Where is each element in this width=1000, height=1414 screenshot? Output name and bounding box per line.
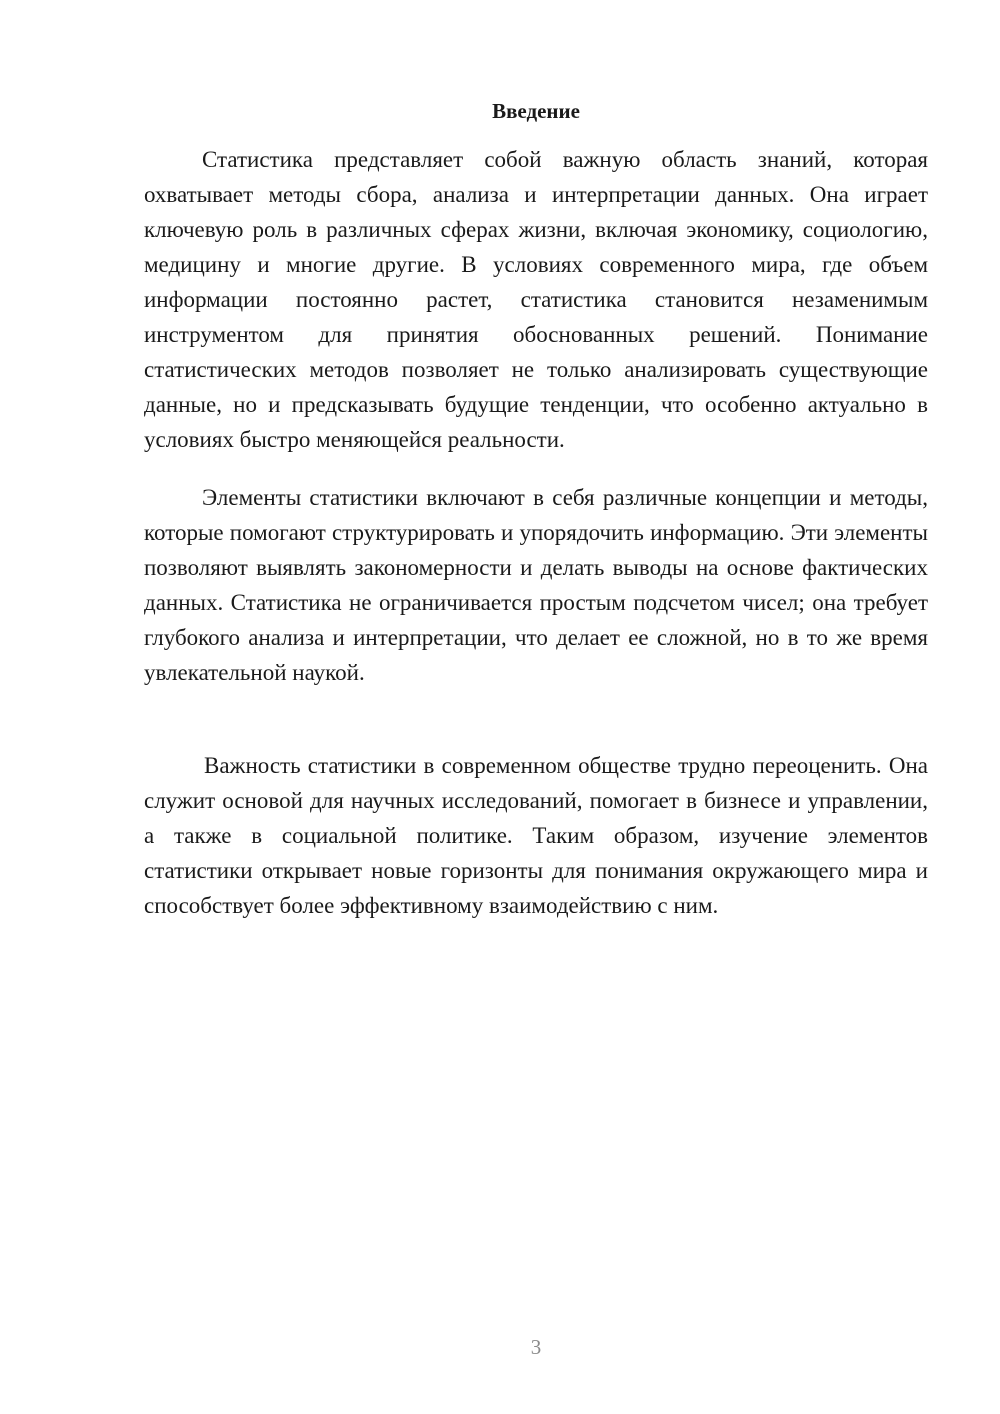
paragraph-importance: Важность статистики в современном обществе трудно переоценить. Она служит основой для научных исследований, помогает в бизнесе и управлении, а также в социальной политике. Таким образом, изучение элементов статистики открывает новые горизонты для понимания окружающего мира и способствует более эффективному взаимодействию с ним. <box>144 753 928 918</box>
paragraph-elements: Элементы статистики включают в себя различные концепции и методы, которые помогают структурировать и упорядочить информацию. Эти элементы позволяют выявлять закономерности и делать выводы на основе фактических данных. Статистика не ограничивается простым подсчетом чисел; она требует глубокого анализа и интерпретации, что делает ее сложной, но в то же время увлекательной наукой. <box>144 485 928 685</box>
paragraph-intro: Статистика представляет собой важную область знаний, которая охватывает методы сбора, анализа и интерпретации данных. Она играет ключевую роль в различных сферах жизни, включая экономику, социологию, медицину и многие другие. В условиях современного мира, где объем информации постоянно растет, статистика становится незаменимым инструментом для принятия обоснованных решений. Понимание статистических методов позволяет не только анализировать существующие данные, но и предсказывать будущие тенденции, что особенно актуально в условиях быстро меняющейся реальности. <box>144 147 928 452</box>
page-number: 3 <box>530 1335 542 1359</box>
page-title: Введение <box>492 99 580 123</box>
